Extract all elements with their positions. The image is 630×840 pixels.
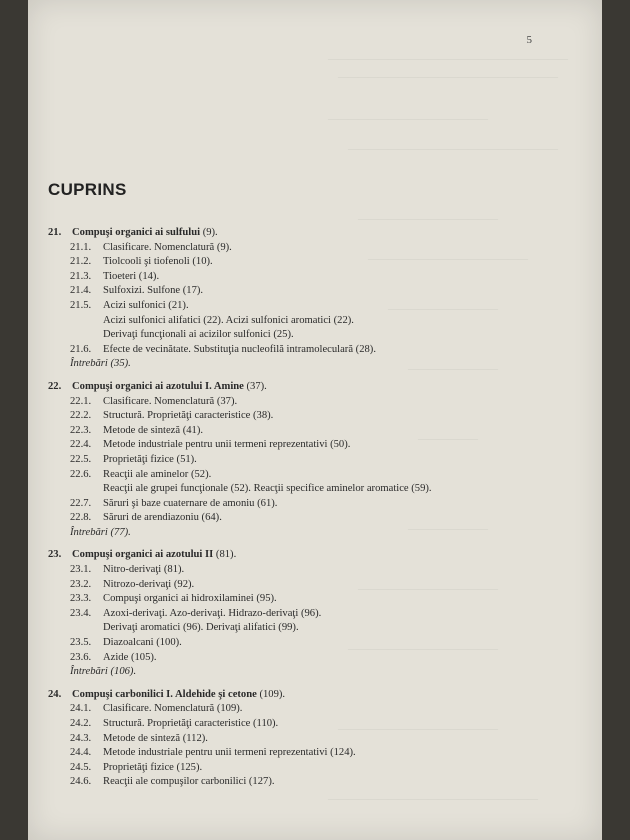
section-line: Proprietăţi fizice (125). — [103, 761, 203, 773]
section-body — [103, 241, 568, 256]
section-number: 23.2. — [70, 578, 92, 590]
section-body — [103, 732, 568, 747]
chapter-page: (81). — [213, 549, 237, 561]
toc-section — [48, 702, 568, 717]
section-body — [103, 563, 568, 578]
section-body — [103, 468, 568, 497]
section-number: 23.5. — [70, 637, 92, 649]
toc-section — [48, 761, 568, 776]
chapter-title — [72, 380, 267, 395]
chapter-title-text: Compuşi carbonilici I. Aldehide şi cetone — [72, 688, 257, 700]
section-body — [103, 438, 568, 453]
section-body — [103, 717, 568, 732]
chapter-page: (37). — [243, 380, 267, 392]
section-body — [103, 592, 568, 607]
document-page — [28, 0, 602, 840]
section-number: 24.5. — [70, 761, 92, 773]
questions-entry — [48, 357, 568, 372]
section-line: Metode industriale pentru unii termeni reprezentativi (124). — [103, 747, 356, 759]
questions-entry — [48, 526, 568, 541]
section-line: Derivaţi funcţionali ai acizilor sulfonici (25). — [103, 329, 294, 341]
toc-section — [48, 438, 568, 453]
section-line: Azide (105). — [103, 651, 157, 663]
section-line: Metode de sinteză (112). — [103, 732, 208, 744]
section-line: Structură. Proprietăţi caracteristice (110). — [103, 718, 279, 729]
section-body — [103, 270, 568, 285]
section-number: 21.6. — [70, 343, 92, 355]
chapter-page: (9). — [200, 227, 218, 238]
section-body — [103, 343, 568, 358]
section-line: Compuşi organici ai hidroxilaminei (95). — [103, 593, 277, 605]
toc-section — [48, 343, 568, 358]
page-number: 5 — [526, 34, 532, 46]
section-body — [103, 775, 568, 790]
chapter-title — [72, 688, 285, 703]
section-line: Sulfoxizi. Sulfone (17). — [103, 285, 204, 297]
section-number: 24.6. — [70, 776, 92, 788]
section-number: 22.2. — [70, 410, 92, 422]
chapter-heading — [48, 688, 568, 703]
section-number: 23.6. — [70, 651, 92, 663]
table-of-contents — [48, 226, 568, 798]
toc-section — [48, 775, 568, 790]
section-number: 24.2. — [70, 718, 92, 729]
toc-section — [48, 270, 568, 285]
questions-text: Întrebări (35). — [70, 358, 131, 370]
section-number: 21.3. — [70, 270, 92, 282]
chapter-heading — [48, 226, 568, 241]
section-number: 21.2. — [70, 256, 92, 268]
questions-text: Întrebări (106). — [70, 666, 137, 678]
section-line: Clasificare. Nomenclatură (37). — [103, 395, 238, 407]
section-body — [103, 284, 568, 299]
toc-section — [48, 511, 568, 526]
toc-section — [48, 746, 568, 761]
toc-section — [48, 241, 568, 256]
section-number: 24.1. — [70, 703, 92, 715]
section-number: 21.4. — [70, 285, 92, 297]
chapter-heading — [48, 380, 568, 395]
toc-section — [48, 578, 568, 593]
chapter-title-text: Compuşi organici ai azotului II — [72, 549, 214, 561]
toc-section — [48, 409, 568, 424]
section-number: 22.4. — [70, 439, 92, 451]
chapter-title-text: Compuşi organici ai sulfului — [72, 227, 201, 238]
page-title: CUPRINS — [48, 180, 127, 199]
section-line: Nitro-derivaţi (81). — [103, 564, 185, 576]
section-line: Clasificare. Nomenclatură (9). — [103, 241, 232, 253]
section-line: Diazoalcani (100). — [103, 637, 182, 649]
chapter-number: 23. — [48, 549, 62, 561]
section-line: Tioeteri (14). — [103, 270, 160, 282]
section-number: 21.5. — [70, 299, 92, 311]
section-number: 22.8. — [70, 512, 92, 524]
section-number: 24.4. — [70, 747, 92, 759]
chapter-number: 24. — [48, 688, 62, 700]
section-line: Derivaţi aromatici (96). Derivaţi alifatici (99). — [103, 622, 299, 634]
section-body — [103, 299, 568, 343]
section-body — [103, 511, 568, 526]
section-body — [103, 746, 568, 761]
chapter-number: 21. — [48, 227, 62, 238]
section-body — [103, 651, 568, 666]
toc-section — [48, 651, 568, 666]
section-number: 24.3. — [70, 732, 92, 744]
toc-section — [48, 497, 568, 512]
section-number: 21.1. — [70, 241, 92, 253]
toc-section — [48, 607, 568, 636]
questions-text: Întrebări (77). — [70, 526, 131, 538]
toc-chapter — [48, 226, 568, 372]
section-line: Proprietăţi fizice (51). — [103, 453, 197, 465]
section-line: Acizi sulfonici alifatici (22). Acizi sulfonici aromatici (22). — [103, 314, 354, 326]
toc-section — [48, 732, 568, 747]
section-number: 22.3. — [70, 424, 92, 436]
section-line: Reacţii ale compuşilor carbonilici (127). — [103, 776, 275, 788]
section-number: 23.4. — [70, 607, 92, 619]
chapter-title-text: Compuşi organici ai azotului I. Amine — [72, 380, 244, 392]
show-through-texture: ———————————————————————— —————————————————————— ———————————————— ————————————————————— —————————————— ———————————————— ——————————— ————————— —————— ———————— —————————————— ——————————————— ———————————————— ————————————————————— — [328, 54, 568, 805]
section-line: Efecte de vecinătate. Substituţia nucleofilă intramoleculară (28). — [103, 343, 376, 355]
section-body — [103, 255, 568, 270]
section-body — [103, 453, 568, 468]
section-line: Clasificare. Nomenclatură (109). — [103, 703, 243, 715]
toc-section — [48, 636, 568, 651]
toc-section — [48, 453, 568, 468]
section-number: 22.6. — [70, 468, 92, 480]
toc-chapter — [48, 548, 568, 679]
section-line: Săruri de arendiazoniu (64). — [103, 512, 222, 524]
questions-entry — [48, 665, 568, 680]
chapter-title — [72, 226, 218, 241]
toc-section — [48, 563, 568, 578]
toc-section — [48, 284, 568, 299]
section-body — [103, 424, 568, 439]
section-line: Metode industriale pentru unii termeni reprezentativi (50). — [103, 439, 351, 451]
toc-chapter — [48, 380, 568, 541]
section-line: Metode de sinteză (41). — [103, 424, 204, 436]
chapter-page: (109). — [256, 688, 286, 700]
toc-section — [48, 717, 568, 732]
toc-section — [48, 395, 568, 410]
section-number: 22.1. — [70, 395, 92, 407]
section-number: 22.7. — [70, 497, 92, 509]
toc-section — [48, 424, 568, 439]
section-body — [103, 395, 568, 410]
section-body — [103, 409, 568, 424]
section-body — [103, 636, 568, 651]
section-number: 23.3. — [70, 593, 92, 605]
section-line: Reacţii ale grupei funcţionale (52). Reacţii specifice aminelor aromatice (59). — [103, 483, 432, 495]
section-body — [103, 702, 568, 717]
chapter-title — [72, 548, 236, 563]
chapter-number: 22. — [48, 380, 62, 392]
section-body — [103, 497, 568, 512]
section-body — [103, 607, 568, 636]
section-line: Săruri şi baze cuaternare de amoniu (61). — [103, 497, 278, 509]
toc-chapter — [48, 688, 568, 790]
section-line: Tiolcooli şi tiofenoli (10). — [103, 256, 213, 268]
section-line: Nitrozo-derivaţi (92). — [103, 578, 195, 590]
section-line: Acizi sulfonici (21). — [103, 299, 189, 311]
section-number: 23.1. — [70, 564, 92, 576]
toc-section — [48, 468, 568, 497]
toc-section — [48, 592, 568, 607]
toc-section — [48, 299, 568, 343]
section-body — [103, 761, 568, 776]
chapter-heading — [48, 548, 568, 563]
section-body — [103, 578, 568, 593]
section-number: 22.5. — [70, 453, 92, 465]
section-line: Structură. Proprietăţi caracteristice (38). — [103, 410, 274, 422]
section-line: Reacţii ale aminelor (52). — [103, 468, 212, 480]
toc-section — [48, 255, 568, 270]
section-line: Azoxi-derivaţi. Azo-derivaţi. Hidrazo-derivaţi (96). — [103, 607, 322, 619]
